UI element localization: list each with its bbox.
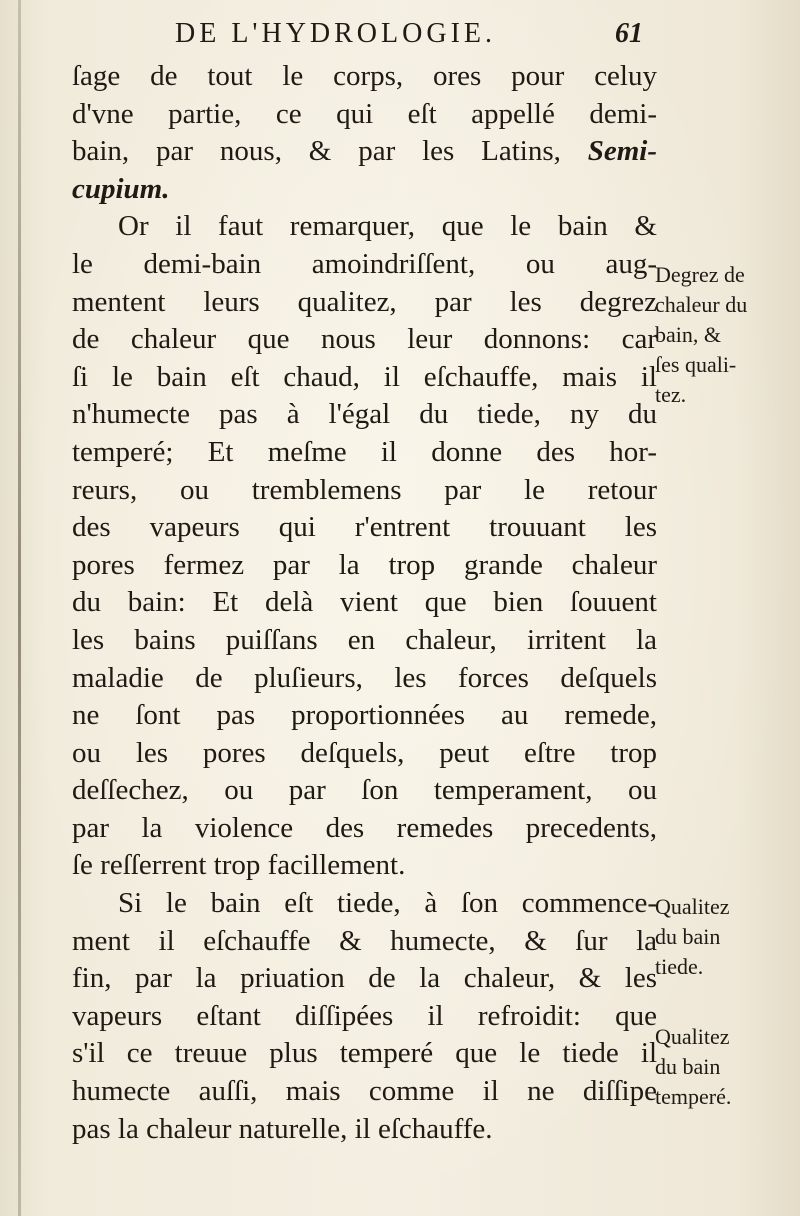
margin-note-line: tiede.	[655, 954, 704, 979]
italic-term: Semi-	[587, 135, 657, 168]
margin-note-tempere	[655, 1022, 795, 1112]
text-line: vapeurs eſtant diſſipées il refroidit: que	[72, 999, 657, 1032]
margin-note-line: bain, &	[655, 322, 721, 347]
margin-note-line: Degrez de	[655, 262, 745, 287]
text-line: temperé; Et meſme il donne des hor-	[72, 435, 657, 468]
text-line: des vapeurs qui r'entrent trouuant les	[72, 511, 657, 544]
text-fragment: bain, par nous, & par les Latins,	[72, 135, 588, 168]
text-line: du bain: Et delà vient que bien ſouuent	[72, 586, 657, 619]
running-head: DE L'HYDROLOGIE.	[175, 18, 497, 49]
paragraph-start-line: Si le bain eſt tiede, à ſon commence-	[118, 887, 657, 920]
text-line: n'humecte pas à l'égal du tiede, ny du	[72, 398, 657, 431]
margin-note-tiede	[655, 892, 795, 982]
italic-term: cupium.	[72, 172, 170, 205]
margin-note-line: du bain	[655, 1054, 721, 1079]
text-line: par la violence des remedes precedents,	[72, 811, 657, 844]
text-line: d'vne partie, ce qui eſt appellé demi-	[72, 97, 657, 130]
margin-note-line: chaleur du	[655, 292, 748, 317]
text-line: ou les pores deſquels, peut eſtre trop	[72, 736, 657, 769]
text-line: fin, par la priuation de la chaleur, & les	[72, 962, 657, 995]
margin-note-degrez	[655, 260, 795, 410]
text-line: le demi-bain amoindriſſent, ou aug-	[72, 247, 657, 280]
text-line: ſe reſſerrent trop facillement.	[72, 849, 406, 882]
text-line: maladie de pluſieurs, les forces deſquels	[72, 661, 657, 694]
margin-note-line: tez.	[655, 382, 687, 407]
text-line: de chaleur que nous leur donnons: car	[72, 323, 657, 356]
margin-note-line: du bain	[655, 924, 721, 949]
text-line: humecte auſſi, mais comme il ne diſſipe	[72, 1075, 657, 1108]
text-line: ſage de tout le corps, ores pour celuy	[72, 60, 657, 92]
text-line: ment il eſchauffe & humecte, & ſur la	[72, 924, 657, 957]
margin-note-line: Qualitez	[655, 894, 730, 919]
text-line: deſſechez, ou par ſon temperament, ou	[72, 774, 657, 807]
text-line: les bains puiſſans en chaleur, irritent la	[72, 623, 657, 656]
text-line: pas la chaleur naturelle, il eſchauffe.	[72, 1112, 493, 1145]
text-line: ne ſont pas proportionnées au remede,	[72, 699, 657, 732]
text-line	[72, 171, 657, 209]
binding-gutter	[18, 0, 21, 1216]
text-line: s'il ce treuue plus temperé que le tiede il	[72, 1037, 657, 1070]
paragraph-start-line: Or il faut remarquer, que le bain &	[118, 210, 657, 243]
margin-note-line: ſes quali-	[655, 352, 737, 377]
text-line	[72, 133, 657, 171]
text-line: pores fermez par la trop grande chaleur	[72, 548, 657, 581]
page-number: 61	[615, 18, 643, 49]
text-line: reurs, ou tremblemens par le retour	[72, 473, 657, 506]
text-line: mentent leurs qualitez, par les degrez	[72, 285, 657, 318]
text-line: ſi le bain eſt chaud, il eſchauffe, mais il	[72, 360, 657, 393]
page-header	[175, 18, 655, 58]
margin-note-line: temperé.	[655, 1084, 732, 1109]
margin-note-line: Qualitez	[655, 1024, 730, 1049]
main-text	[72, 58, 657, 1148]
